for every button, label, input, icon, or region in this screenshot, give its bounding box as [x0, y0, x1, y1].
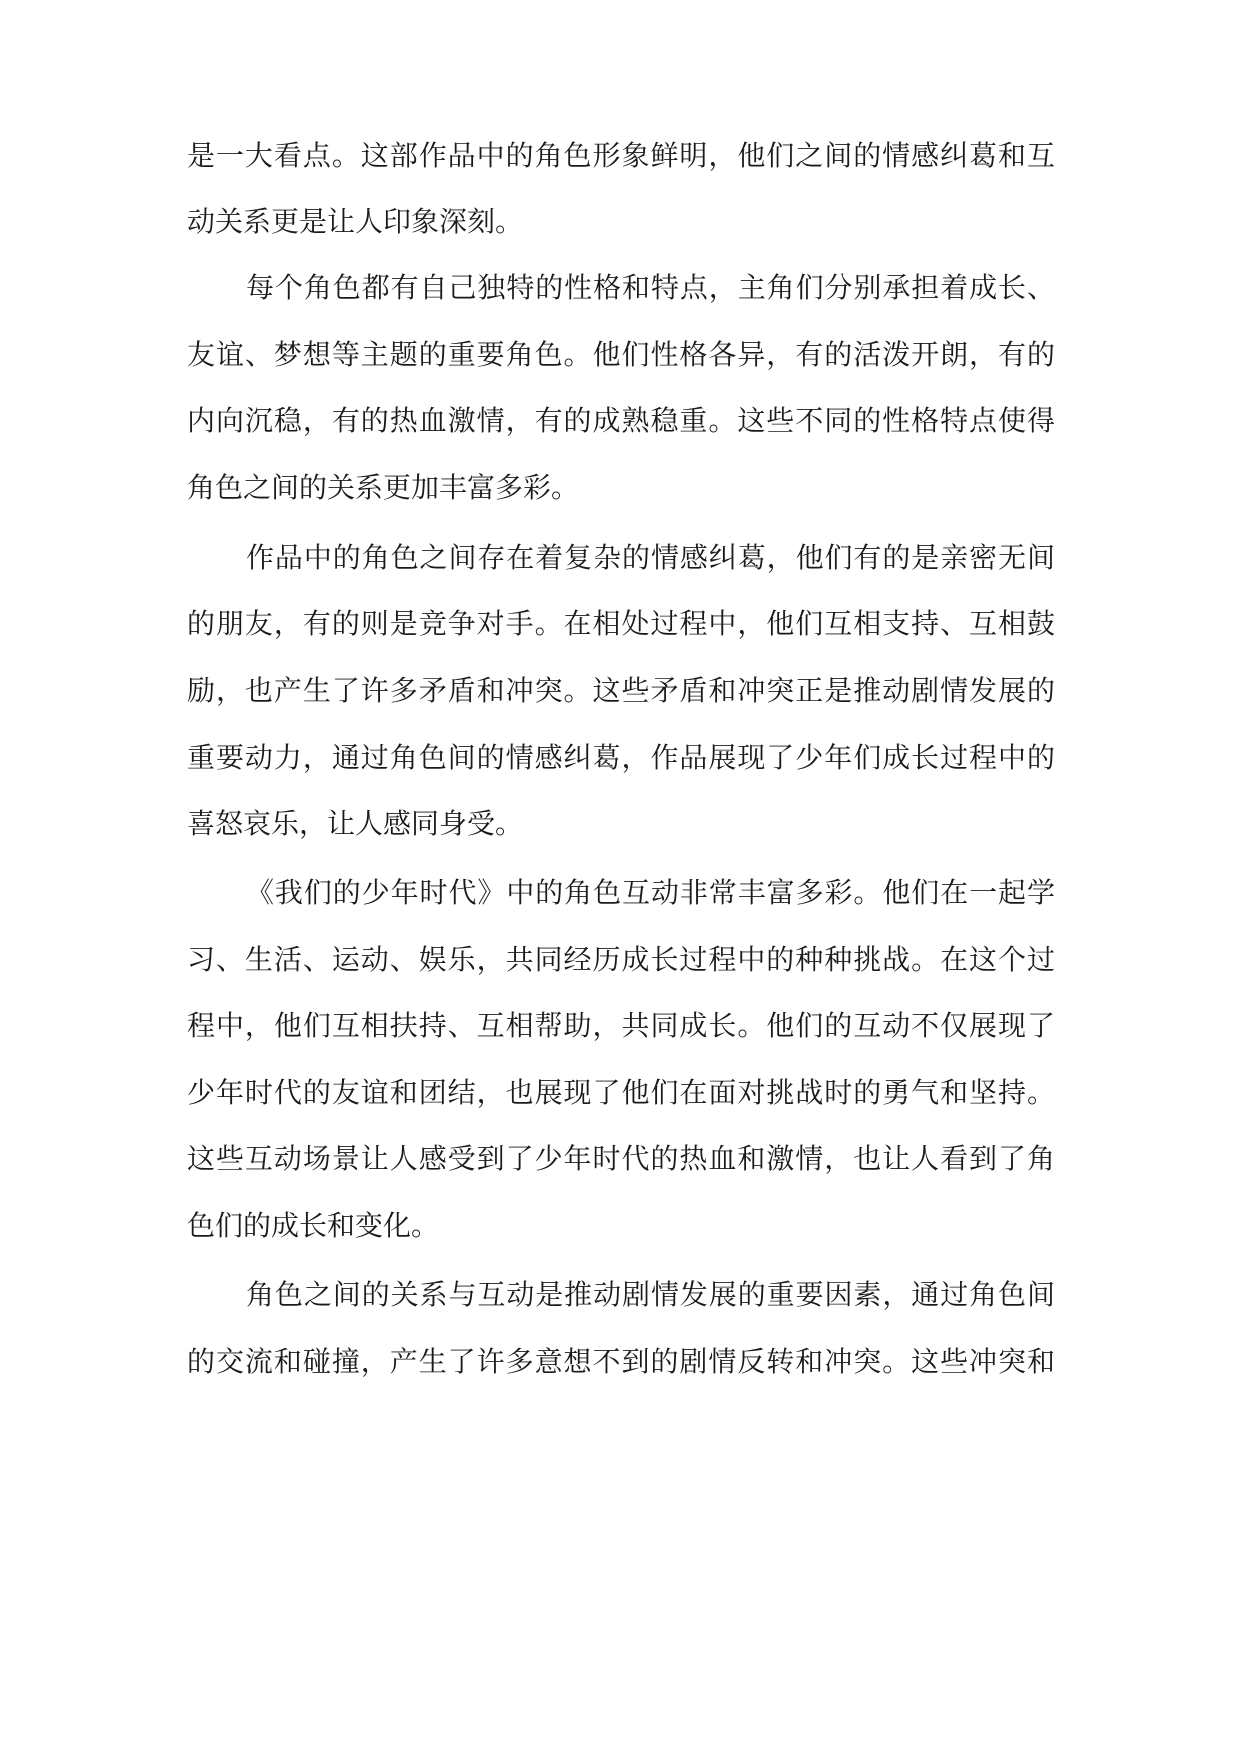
text-line: 少年时代的友谊和团结，也展现了他们在面对挑战时的勇气和坚持。: [187, 1076, 1055, 1109]
text-line: 喜怒哀乐，让人感同身受。: [187, 807, 524, 840]
text-line: 这些互动场景让人感受到了少年时代的热血和激情，也让人看到了角: [187, 1142, 1055, 1175]
text-line: 的交流和碰撞，产生了许多意想不到的剧情反转和冲突。这些冲突和: [187, 1345, 1055, 1378]
paragraph-first-line: 每个角色都有自己独特的性格和特点，主角们分别承担着成长、: [246, 271, 1055, 304]
text-line: 色们的成长和变化。: [187, 1209, 440, 1242]
text-line: 动关系更是让人印象深刻。: [187, 205, 524, 238]
paragraph-first-line: 作品中的角色之间存在着复杂的情感纠葛，他们有的是亲密无间: [246, 541, 1055, 574]
text-line: 习、生活、运动、娱乐，共同经历成长过程中的种种挑战。在这个过: [187, 943, 1055, 976]
text-line: 重要动力，通过角色间的情感纠葛，作品展现了少年们成长过程中的: [187, 741, 1055, 774]
text-line: 励，也产生了许多矛盾和冲突。这些矛盾和冲突正是推动剧情发展的: [187, 674, 1055, 707]
paragraph-first-line: 《我们的少年时代》中的角色互动非常丰富多彩。他们在一起学: [246, 876, 1055, 909]
text-line: 内向沉稳，有的热血激情，有的成熟稳重。这些不同的性格特点使得: [187, 404, 1055, 437]
text-line: 角色之间的关系更加丰富多彩。: [187, 471, 580, 504]
paragraph-first-line: 角色之间的关系与互动是推动剧情发展的重要因素，通过角色间: [246, 1278, 1055, 1311]
text-line: 的朋友，有的则是竞争对手。在相处过程中，他们互相支持、互相鼓: [187, 607, 1055, 640]
text-line: 友谊、梦想等主题的重要角色。他们性格各异，有的活泼开朗，有的: [187, 338, 1055, 371]
text-line: 是一大看点。这部作品中的角色形象鲜明，他们之间的情感纠葛和互: [187, 139, 1055, 172]
text-line: 程中，他们互相扶持、互相帮助，共同成长。他们的互动不仅展现了: [187, 1009, 1055, 1042]
